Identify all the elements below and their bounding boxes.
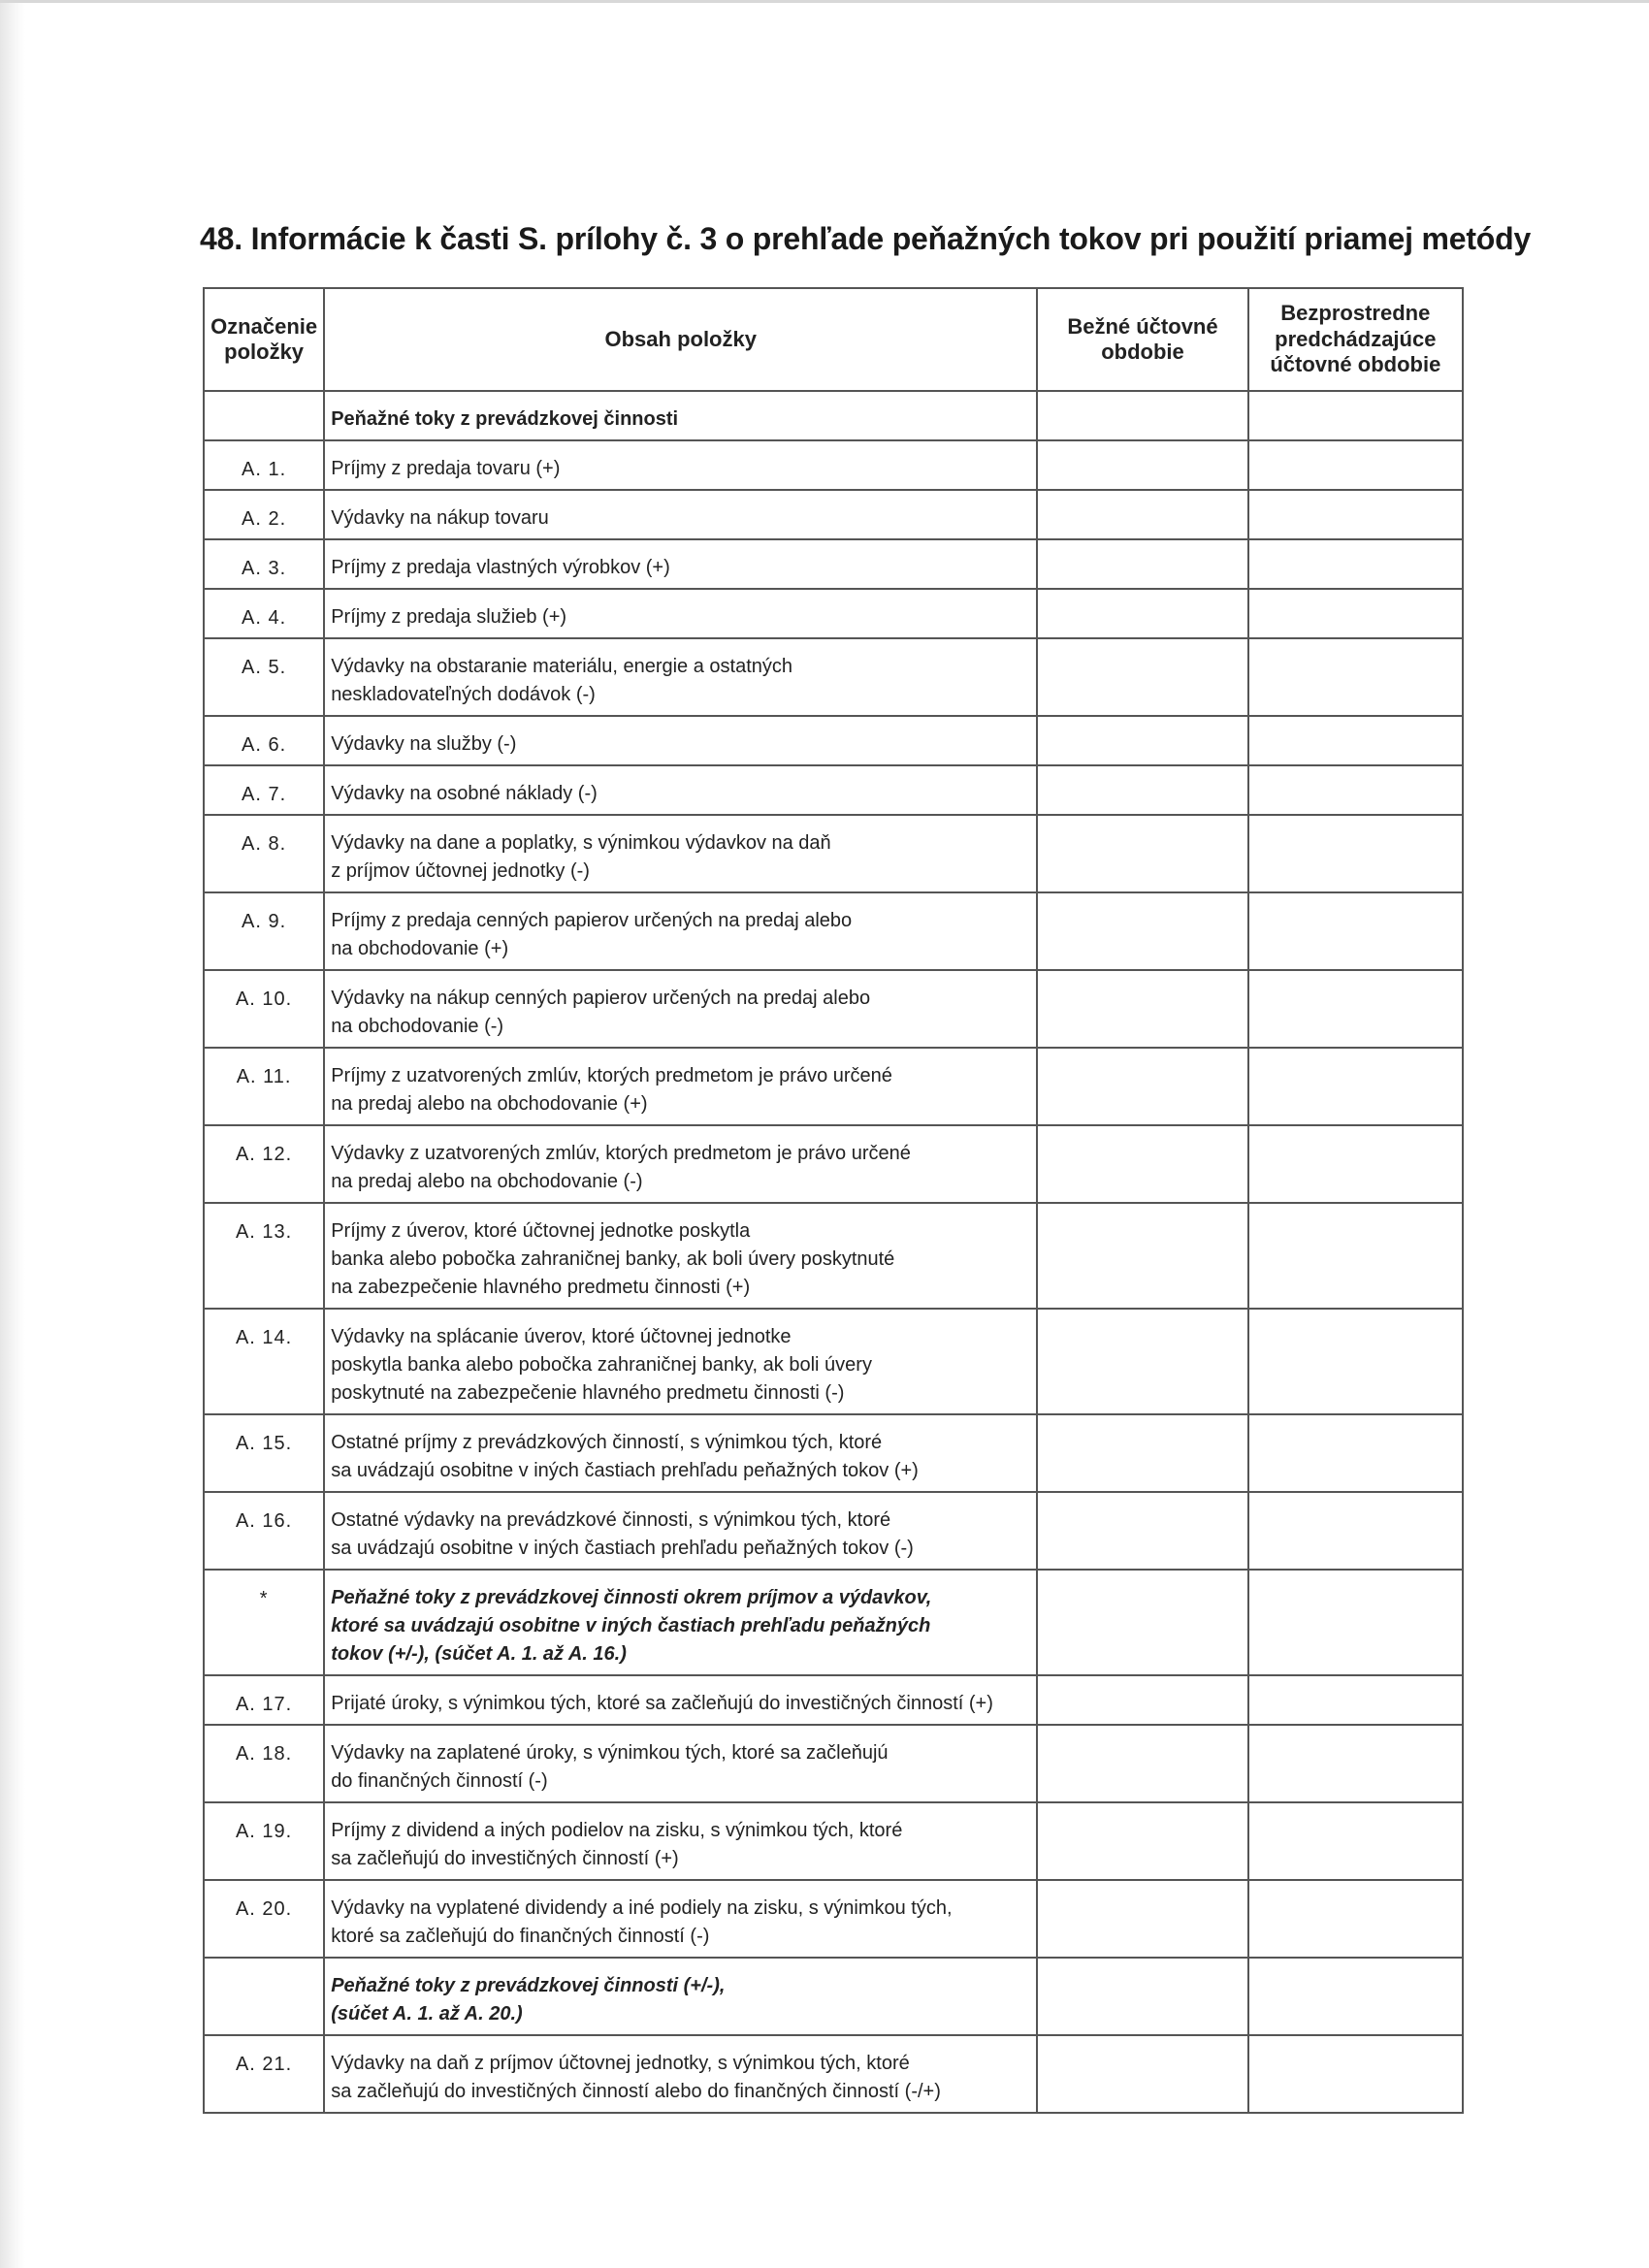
table-row (204, 1675, 1463, 1725)
row-code: A. 10. (204, 970, 324, 1048)
row-code: A. 15. (204, 1414, 324, 1492)
table-row (204, 1203, 1463, 1309)
row-description: Výdavky na nákup tovaru (324, 490, 1037, 539)
row-description: Výdavky na osobné náklady (-) (324, 765, 1037, 815)
table-row (204, 1725, 1463, 1802)
table-row (204, 2035, 1463, 2113)
current-period-value-cell[interactable] (1037, 1048, 1247, 1125)
row-description: Ostatné príjmy z prevádzkových činností, s výnimkou tých, ktoré sa uvádzajú osobitne v iných častiach prehľadu peňažných tokov (+) (324, 1414, 1037, 1492)
row-code: A. 13. (204, 1203, 324, 1309)
row-code: A. 21. (204, 2035, 324, 2113)
previous-period-value-cell[interactable] (1248, 1309, 1463, 1414)
previous-period-value-cell[interactable] (1248, 589, 1463, 638)
current-period-value-cell[interactable] (1037, 1958, 1247, 2035)
previous-period-value-cell[interactable] (1248, 970, 1463, 1048)
table-row (204, 490, 1463, 539)
row-description: Peňažné toky z prevádzkovej činnosti (324, 391, 1037, 440)
table-row (204, 638, 1463, 716)
current-period-value-cell[interactable] (1037, 539, 1247, 589)
current-period-value-cell[interactable] (1037, 440, 1247, 490)
row-description: Výdavky na dane a poplatky, s výnimkou výdavkov na daň z príjmov účtovnej jednotky (-) (324, 815, 1037, 892)
previous-period-value-cell[interactable] (1248, 539, 1463, 589)
row-code (204, 1958, 324, 2035)
row-description: Výdavky z uzatvorených zmlúv, ktorých predmetom je právo určené na predaj alebo na obchodovanie (-) (324, 1125, 1037, 1203)
header-item-code: Označenie položky (204, 288, 324, 391)
current-period-value-cell[interactable] (1037, 1414, 1247, 1492)
current-period-value-cell[interactable] (1037, 1492, 1247, 1570)
row-description: Príjmy z predaja služieb (+) (324, 589, 1037, 638)
previous-period-value-cell[interactable] (1248, 1675, 1463, 1725)
table-row (204, 440, 1463, 490)
scan-top-edge (0, 0, 1649, 3)
row-description: Výdavky na daň z príjmov účtovnej jednotky, s výnimkou tých, ktoré sa začleňujú do investičných činností alebo do finančných činností (-/+) (324, 2035, 1037, 2113)
page-title: 48. Informácie k časti S. prílohy č. 3 o prehľade peňažných tokov pri použití priamej metódy (200, 221, 1532, 256)
cash-flow-table (203, 287, 1464, 2114)
row-code: A. 16. (204, 1492, 324, 1570)
row-description: Príjmy z predaja cenných papierov určených na predaj alebo na obchodovanie (+) (324, 892, 1037, 970)
row-description: Výdavky na splácanie úverov, ktoré účtovnej jednotke poskytla banka alebo pobočka zahraničnej banky, ak boli úvery poskytnuté na zabezpečenie hlavného predmetu činnosti (-) (324, 1309, 1037, 1414)
current-period-value-cell[interactable] (1037, 2035, 1247, 2113)
previous-period-value-cell[interactable] (1248, 1048, 1463, 1125)
current-period-value-cell[interactable] (1037, 1125, 1247, 1203)
row-description: Príjmy z predaja vlastných výrobkov (+) (324, 539, 1037, 589)
row-code: A. 19. (204, 1802, 324, 1880)
table-row (204, 1309, 1463, 1414)
current-period-value-cell[interactable] (1037, 1880, 1247, 1958)
previous-period-value-cell[interactable] (1248, 1414, 1463, 1492)
row-code: A. 3. (204, 539, 324, 589)
current-period-value-cell[interactable] (1037, 892, 1247, 970)
row-description: Príjmy z úverov, ktoré účtovnej jednotke poskytla banka alebo pobočka zahraničnej banky, ak boli úvery poskytnuté na zabezpečenie hlavného predmetu činnosti (+) (324, 1203, 1037, 1309)
table-row (204, 391, 1463, 440)
row-code: A. 12. (204, 1125, 324, 1203)
table-row (204, 892, 1463, 970)
row-code: A. 17. (204, 1675, 324, 1725)
table-row (204, 1125, 1463, 1203)
current-period-value-cell[interactable] (1037, 589, 1247, 638)
current-period-value-cell[interactable] (1037, 1570, 1247, 1675)
current-period-value-cell[interactable] (1037, 638, 1247, 716)
previous-period-value-cell[interactable] (1248, 1958, 1463, 2035)
row-code: A. 5. (204, 638, 324, 716)
row-description: Peňažné toky z prevádzkovej činnosti okrem príjmov a výdavkov, ktoré sa uvádzajú osobitne v iných častiach prehľadu peňažných tokov (+/-), (súčet A. 1. až A. 16.) (324, 1570, 1037, 1675)
previous-period-value-cell[interactable] (1248, 440, 1463, 490)
previous-period-value-cell[interactable] (1248, 1802, 1463, 1880)
table-row (204, 815, 1463, 892)
header-item-content: Obsah položky (324, 288, 1037, 391)
row-code: A. 7. (204, 765, 324, 815)
row-code: A. 6. (204, 716, 324, 765)
row-description: Výdavky na služby (-) (324, 716, 1037, 765)
row-code: A. 9. (204, 892, 324, 970)
row-description: Výdavky na vyplatené dividendy a iné podiely na zisku, s výnimkou tých, ktoré sa začleňujú do finančných činností (-) (324, 1880, 1037, 1958)
current-period-value-cell[interactable] (1037, 1725, 1247, 1802)
previous-period-value-cell[interactable] (1248, 716, 1463, 765)
row-code: A. 11. (204, 1048, 324, 1125)
table-row (204, 1570, 1463, 1675)
table-row (204, 1048, 1463, 1125)
previous-period-value-cell[interactable] (1248, 1725, 1463, 1802)
current-period-value-cell[interactable] (1037, 391, 1247, 440)
previous-period-value-cell[interactable] (1248, 765, 1463, 815)
row-description: Výdavky na obstaranie materiálu, energie a ostatných neskladovateľných dodávok (-) (324, 638, 1037, 716)
table-row (204, 765, 1463, 815)
current-period-value-cell[interactable] (1037, 1309, 1247, 1414)
table-header-row (204, 288, 1463, 391)
row-code: A. 20. (204, 1880, 324, 1958)
current-period-value-cell[interactable] (1037, 1802, 1247, 1880)
row-description: Ostatné výdavky na prevádzkové činnosti, s výnimkou tých, ktoré sa uvádzajú osobitne v iných častiach prehľadu peňažných tokov (-) (324, 1492, 1037, 1570)
table-row (204, 539, 1463, 589)
previous-period-value-cell[interactable] (1248, 1203, 1463, 1309)
row-code (204, 391, 324, 440)
table-row (204, 716, 1463, 765)
table-row (204, 589, 1463, 638)
row-description: Prijaté úroky, s výnimkou tých, ktoré sa začleňujú do investičných činností (+) (324, 1675, 1037, 1725)
row-code: A. 14. (204, 1309, 324, 1414)
previous-period-value-cell[interactable] (1248, 391, 1463, 440)
previous-period-value-cell[interactable] (1248, 2035, 1463, 2113)
previous-period-value-cell[interactable] (1248, 1125, 1463, 1203)
table-row (204, 1492, 1463, 1570)
current-period-value-cell[interactable] (1037, 716, 1247, 765)
row-description: Príjmy z dividend a iných podielov na zisku, s výnimkou tých, ktoré sa začleňujú do investičných činností (+) (324, 1802, 1037, 1880)
table-row (204, 970, 1463, 1048)
current-period-value-cell[interactable] (1037, 1203, 1247, 1309)
row-code: * (204, 1570, 324, 1675)
previous-period-value-cell[interactable] (1248, 815, 1463, 892)
previous-period-value-cell[interactable] (1248, 1570, 1463, 1675)
table-row (204, 1802, 1463, 1880)
previous-period-value-cell[interactable] (1248, 490, 1463, 539)
row-description: Príjmy z predaja tovaru (+) (324, 440, 1037, 490)
row-description: Výdavky na zaplatené úroky, s výnimkou tých, ktoré sa začleňujú do finančných činností (-) (324, 1725, 1037, 1802)
current-period-value-cell[interactable] (1037, 815, 1247, 892)
current-period-value-cell[interactable] (1037, 765, 1247, 815)
row-code: A. 4. (204, 589, 324, 638)
current-period-value-cell[interactable] (1037, 970, 1247, 1048)
current-period-value-cell[interactable] (1037, 1675, 1247, 1725)
table-row (204, 1414, 1463, 1492)
previous-period-value-cell[interactable] (1248, 638, 1463, 716)
table-body (204, 391, 1463, 2113)
row-description: Peňažné toky z prevádzkovej činnosti (+/-), (súčet A. 1. až A. 20.) (324, 1958, 1037, 2035)
table-row (204, 1958, 1463, 2035)
row-code: A. 2. (204, 490, 324, 539)
previous-period-value-cell[interactable] (1248, 1492, 1463, 1570)
scan-edge-shadow (0, 0, 25, 2268)
previous-period-value-cell[interactable] (1248, 892, 1463, 970)
row-description: Príjmy z uzatvorených zmlúv, ktorých predmetom je právo určené na predaj alebo na obchodovanie (+) (324, 1048, 1037, 1125)
current-period-value-cell[interactable] (1037, 490, 1247, 539)
row-code: A. 8. (204, 815, 324, 892)
header-previous-period: Bezprostredne predchádzajúce účtovné obdobie (1248, 288, 1463, 391)
row-description: Výdavky na nákup cenných papierov určených na predaj alebo na obchodovanie (-) (324, 970, 1037, 1048)
row-code: A. 1. (204, 440, 324, 490)
table-row (204, 1880, 1463, 1958)
previous-period-value-cell[interactable] (1248, 1880, 1463, 1958)
header-current-period: Bežné účtovné obdobie (1037, 288, 1247, 391)
row-code: A. 18. (204, 1725, 324, 1802)
